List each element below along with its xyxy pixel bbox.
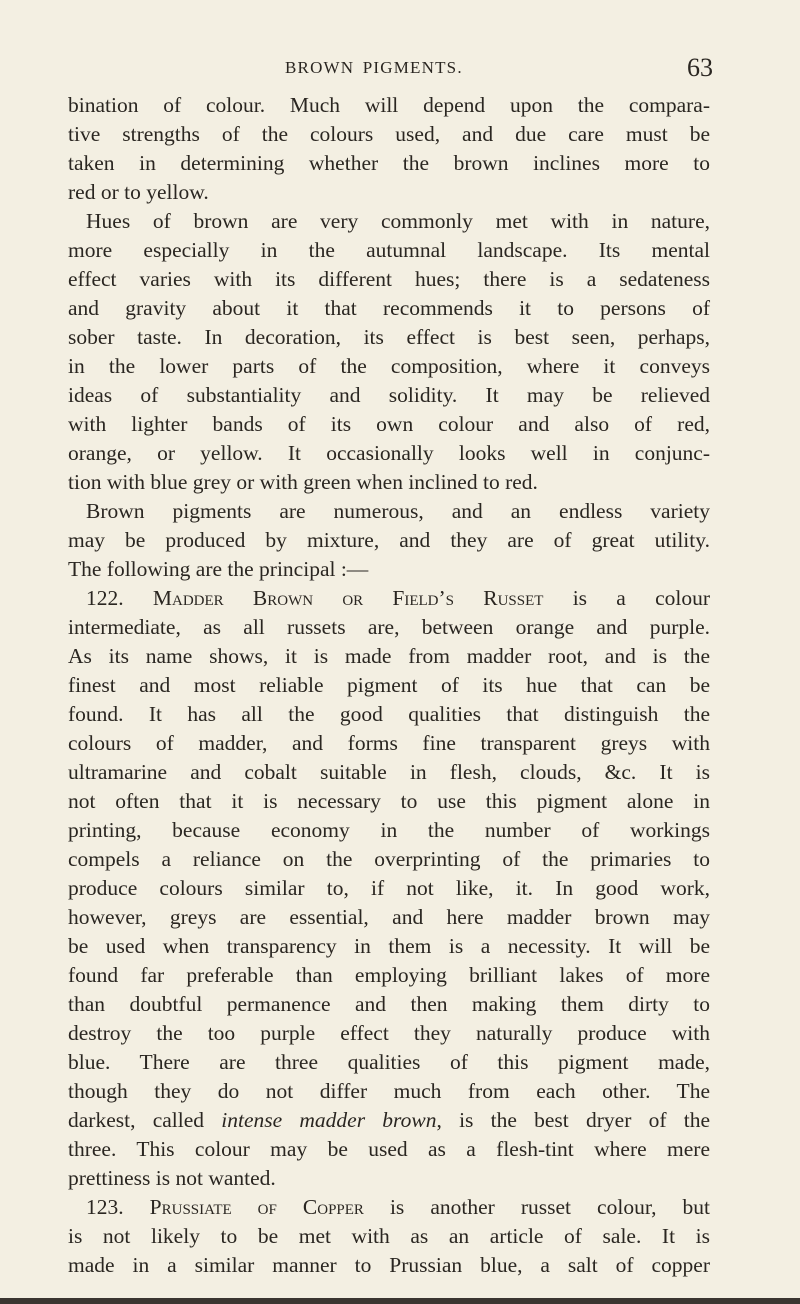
text-line — [68, 323, 710, 352]
page-number: 63 — [687, 53, 713, 82]
line-text: , is the best dryer of the — [436, 1108, 710, 1132]
line-text: intermediate, as all russets are, between orange and purple. — [68, 615, 710, 639]
line-text: ideas of substantiality and solidity. It may be relieved — [68, 383, 710, 407]
text-line — [68, 932, 710, 961]
line-text: is a colour — [543, 586, 711, 610]
line-text: tive strengths of the colours used, and due care must be — [68, 122, 710, 146]
running-title: BROWN PIGMENTS. — [285, 58, 463, 77]
line-text: printing, because economy in the number of workings — [68, 818, 710, 842]
line-text: be used when transparency in them is a necessity. It will be — [68, 934, 710, 958]
text-line — [68, 671, 710, 700]
text-line — [68, 439, 710, 468]
line-text: Brown pigments are numerous, and an endless variety — [86, 499, 710, 523]
text-line — [68, 787, 710, 816]
text-line — [68, 526, 710, 555]
text-line — [68, 990, 710, 1019]
line-text: produce colours similar to, if not like, it. In good work, — [68, 876, 710, 900]
line-text: made in a similar manner to Prussian blue, a salt of copper — [68, 1253, 710, 1277]
text-line — [68, 1135, 710, 1164]
text-line — [68, 1106, 710, 1135]
small-caps-heading: Madder Brown or Field’s Russet — [152, 586, 544, 610]
line-text: compels a reliance on the overprinting of the primaries to — [68, 847, 710, 871]
body-text — [68, 91, 710, 1280]
line-text: destroy the too purple effect they naturally produce with — [68, 1021, 710, 1045]
line-text: three. This colour may be used as a flesh-tint where mere — [68, 1137, 710, 1161]
line-text: however, greys are essential, and here madder brown may — [68, 905, 710, 929]
text-line — [68, 903, 710, 932]
line-text: is another russet colour, but — [363, 1195, 710, 1219]
line-text: than doubtful permanence and then making them dirty to — [68, 992, 710, 1016]
text-line — [68, 613, 710, 642]
line-text: prettiness is not wanted. — [68, 1166, 276, 1190]
text-line — [68, 497, 710, 526]
text-line — [68, 120, 710, 149]
text-line — [68, 91, 710, 120]
text-line — [68, 1193, 710, 1222]
italic-term: intense madder brown — [221, 1108, 437, 1132]
text-line — [68, 584, 710, 613]
text-line — [68, 468, 710, 497]
line-text: colours of madder, and forms fine transparent greys with — [68, 731, 710, 755]
bottom-edge-rule — [0, 1298, 800, 1304]
text-line — [68, 1019, 710, 1048]
line-text: finest and most reliable pigment of its hue that can be — [68, 673, 710, 697]
line-text: and gravity about it that recommends it to persons of — [68, 296, 710, 320]
line-text: As its name shows, it is made from madder root, and is the — [68, 644, 710, 668]
text-line — [68, 352, 710, 381]
text-line — [68, 1251, 710, 1280]
text-line — [68, 1164, 710, 1193]
line-prefix: 123. — [86, 1195, 150, 1219]
line-text: ultramarine and cobalt suitable in flesh, clouds, &c. It is — [68, 760, 710, 784]
line-text: in the lower parts of the composition, where it conveys — [68, 354, 710, 378]
line-text: red or to yellow. — [68, 180, 209, 204]
text-line — [68, 700, 710, 729]
small-caps-heading: Prussiate of Copper — [149, 1195, 364, 1219]
line-text: more especially in the autumnal landscape. Its mental — [68, 238, 710, 262]
text-line — [68, 874, 710, 903]
text-line — [68, 845, 710, 874]
text-line — [68, 265, 710, 294]
text-line — [68, 178, 710, 207]
line-text: not often that it is necessary to use this pigment alone in — [68, 789, 710, 813]
text-line — [68, 642, 710, 671]
line-text: found. It has all the good qualities that distinguish the — [68, 702, 710, 726]
line-text: effect varies with its different hues; there is a sedateness — [68, 267, 710, 291]
line-text: is not likely to be met with as an article of sale. It is — [68, 1224, 710, 1248]
text-line — [68, 555, 710, 584]
text-line — [68, 410, 710, 439]
line-text: may be produced by mixture, and they are of great utility. — [68, 528, 710, 552]
line-text: orange, or yellow. It occasionally looks well in conjunc- — [68, 441, 710, 465]
text-line — [68, 816, 710, 845]
text-line — [68, 236, 710, 265]
text-line — [68, 1048, 710, 1077]
text-line — [68, 149, 710, 178]
text-line — [68, 758, 710, 787]
text-line — [68, 207, 710, 236]
line-text: bination of colour. Much will depend upon the compara- — [68, 93, 710, 117]
line-prefix: 122. — [86, 586, 153, 610]
line-text: though they do not differ much from each other. The — [68, 1079, 710, 1103]
running-head — [0, 53, 800, 82]
text-line — [68, 961, 710, 990]
line-text: with lighter bands of its own colour and also of red, — [68, 412, 710, 436]
line-text: sober taste. In decoration, its effect is best seen, perhaps, — [68, 325, 710, 349]
line-prefix: darkest, called — [68, 1108, 222, 1132]
line-text: blue. There are three qualities of this pigment made, — [68, 1050, 710, 1074]
line-text: The following are the principal :— — [68, 557, 369, 581]
line-text: taken in determining whether the brown inclines more to — [68, 151, 710, 175]
line-text: found far preferable than employing brilliant lakes of more — [68, 963, 710, 987]
text-line — [68, 294, 710, 323]
text-line — [68, 1077, 710, 1106]
text-line — [68, 381, 710, 410]
line-text: Hues of brown are very commonly met with in nature, — [86, 209, 710, 233]
text-line — [68, 729, 710, 758]
line-text: tion with blue grey or with green when inclined to red. — [68, 470, 538, 494]
text-line — [68, 1222, 710, 1251]
